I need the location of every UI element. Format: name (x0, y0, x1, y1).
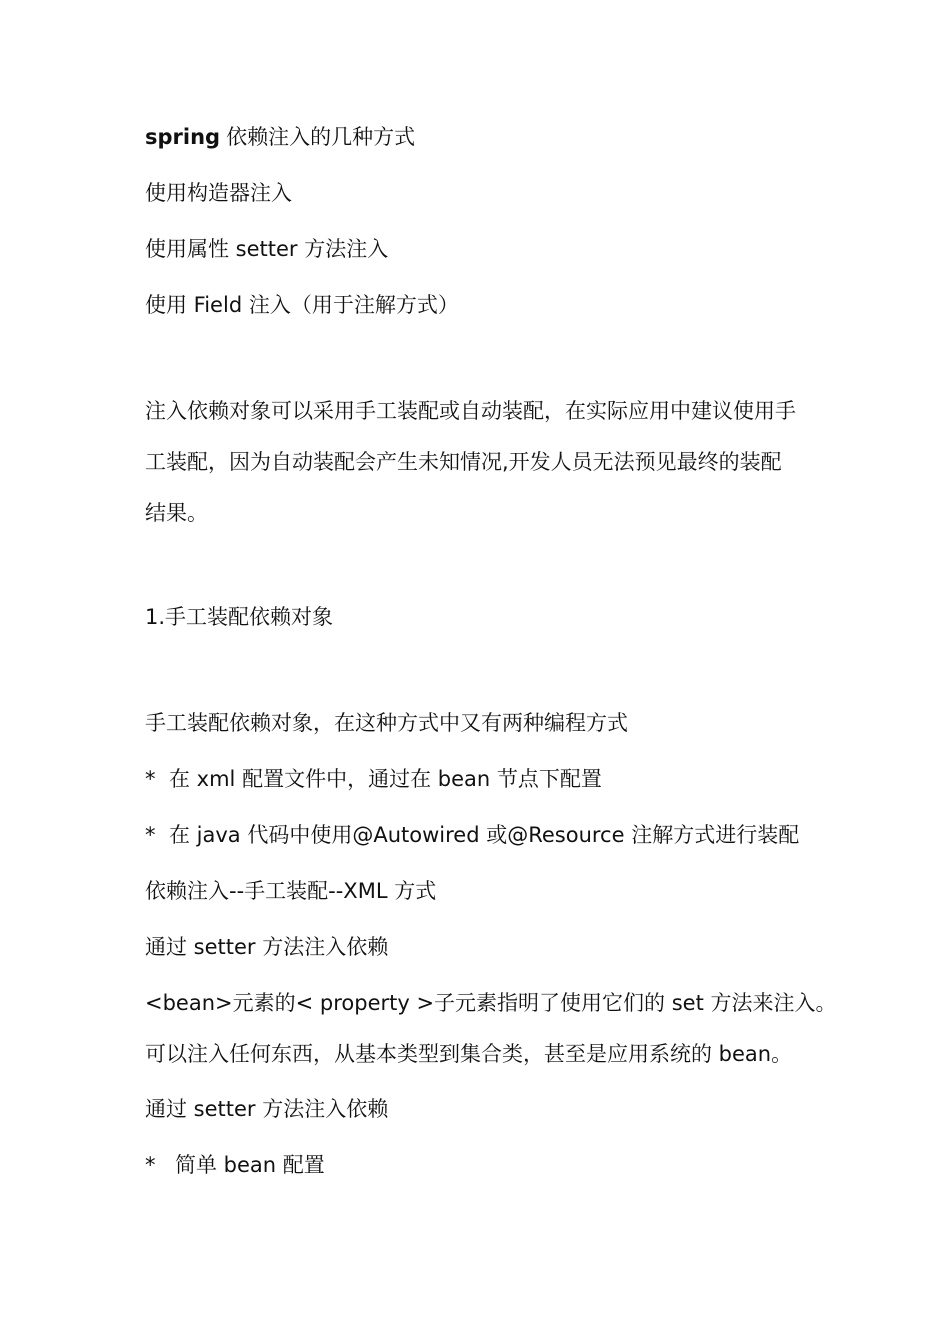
property-line: 可以注入任何东西，从基本类型到集合类，甚至是应用系统的 bean。 (145, 1042, 793, 1066)
document-heading (145, 123, 815, 151)
heading-text: 依赖注入的几种方式 (226, 125, 416, 149)
bullet-marker: * (145, 1153, 156, 1177)
paragraph-line: 结果。 (145, 501, 208, 525)
bullet-marker: * (145, 823, 156, 847)
section-intro: 手工装配依赖对象，在这种方式中又有两种编程方式 (145, 711, 628, 735)
bullet-text: 在 java 代码中使用@Autowired 或@Resource 注解方式进行装配 (169, 823, 800, 847)
bullet-item (145, 1151, 815, 1179)
setter-heading: 通过 setter 方法注入依赖 (145, 935, 389, 959)
bullet-text: 简单 bean 配置 (175, 1153, 325, 1177)
bullet-item (145, 821, 815, 849)
paragraph-line: 工装配，因为自动装配会产生未知情况,开发人员无法预见最终的装配 (145, 450, 782, 474)
bullet-marker: * (145, 767, 156, 791)
section-title: 1.手工装配依赖对象 (145, 605, 334, 629)
paragraph-line: 注入依赖对象可以采用手工装配或自动装配，在实际应用中建议使用手 (145, 399, 796, 423)
method-constructor: 使用构造器注入 (145, 181, 292, 205)
method-setter: 使用属性 setter 方法注入 (145, 237, 389, 261)
xml-heading: 依赖注入--手工装配--XML 方式 (145, 879, 437, 903)
heading-keyword: spring (145, 125, 221, 149)
bullet-item (145, 765, 815, 793)
property-line: <bean>元素的< property >子元素指明了使用它们的 set 方法来注入。 (145, 991, 837, 1015)
setter-heading-2: 通过 setter 方法注入依赖 (145, 1097, 389, 1121)
method-field: 使用 Field 注入（用于注解方式） (145, 293, 459, 317)
bullet-text: 在 xml 配置文件中，通过在 bean 节点下配置 (169, 767, 602, 791)
